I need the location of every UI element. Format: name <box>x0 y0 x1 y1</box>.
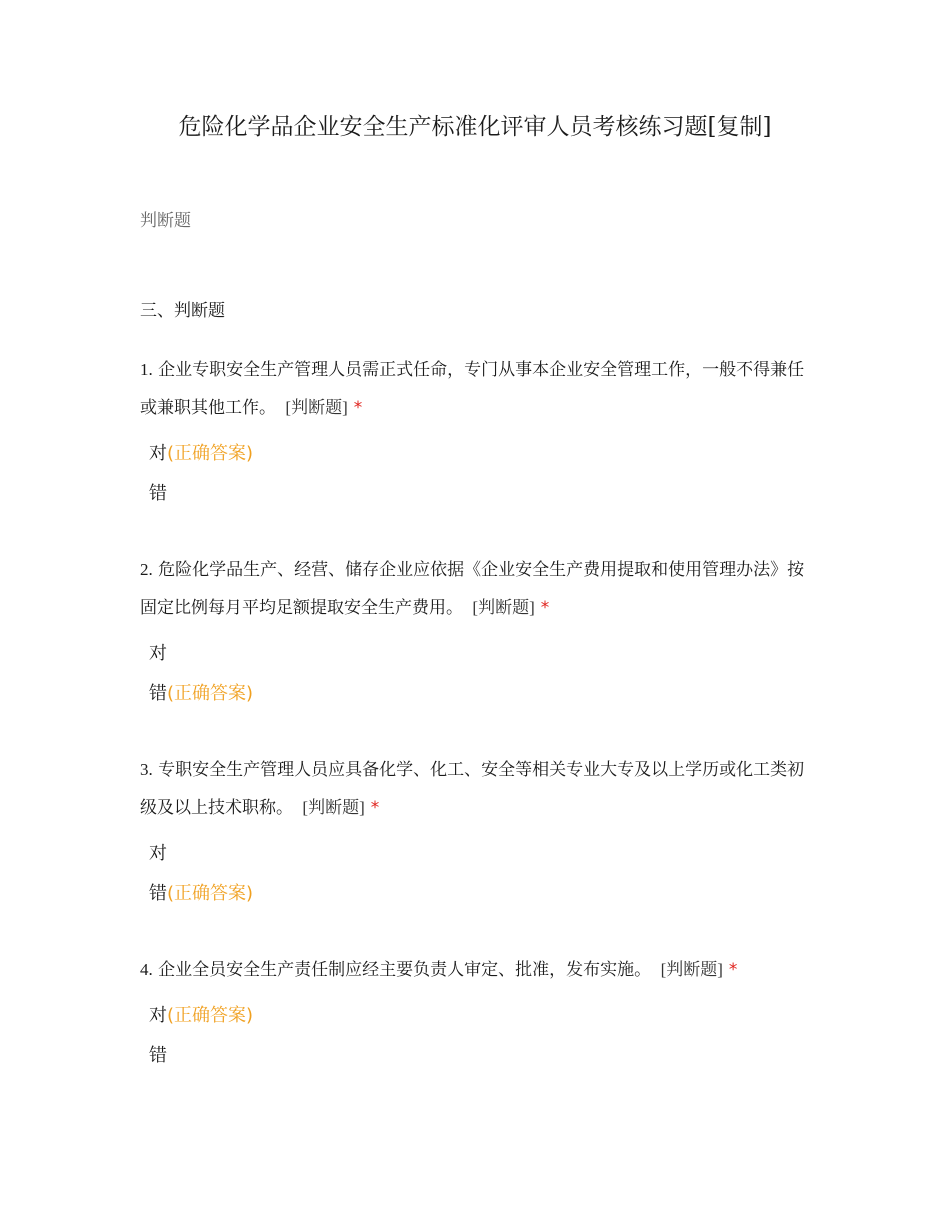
question-body: 企业全员安全生产责任制应经主要负责人审定、批准，发布实施。 <box>158 960 652 980</box>
section-description: 判断题 <box>140 211 191 231</box>
question-1 <box>140 351 820 514</box>
question-3 <box>140 751 820 914</box>
question-type-tag: [判断题] <box>285 398 348 417</box>
question-text <box>140 751 820 827</box>
correct-answer-tag: (正确答案) <box>167 883 254 904</box>
page-title: 危险化学品企业安全生产标准化评审人员考核练习题[复制] <box>178 114 772 140</box>
required-mark: * <box>728 960 738 980</box>
option-false[interactable] <box>140 674 820 714</box>
question-body: 企业专职安全生产管理人员需正式任命，专门从事本企业安全管理工作，一般不得兼任或兼职其他工作。 <box>140 360 805 418</box>
option-true[interactable] <box>140 834 820 874</box>
option-label: 对 <box>149 843 167 864</box>
option-true[interactable] <box>140 434 820 474</box>
correct-answer-tag: (正确答案) <box>167 1005 254 1026</box>
required-mark: * <box>540 598 550 618</box>
question-body: 危险化学品生产、经营、储存企业应依据《企业安全生产费用提取和使用管理办法》按固定比例每月平均足额提取安全生产费用。 <box>140 560 805 618</box>
option-label: 错 <box>149 483 167 504</box>
option-false[interactable] <box>140 874 820 914</box>
required-mark: * <box>370 798 380 818</box>
required-mark: * <box>353 398 363 418</box>
question-type-tag: [判断题] <box>472 598 535 617</box>
question-number: 1. <box>140 360 153 379</box>
question-4 <box>140 951 820 1076</box>
option-false[interactable] <box>140 1036 820 1076</box>
section-heading: 三、判断题 <box>140 301 225 321</box>
question-type-tag: [判断题] <box>660 960 723 979</box>
question-2 <box>140 551 820 714</box>
correct-answer-tag: (正确答案) <box>167 683 254 704</box>
option-label: 对 <box>149 443 167 464</box>
option-label: 错 <box>149 683 167 704</box>
question-type-tag: [判断题] <box>302 798 365 817</box>
question-text <box>140 351 820 427</box>
correct-answer-tag: (正确答案) <box>167 443 254 464</box>
question-number: 4. <box>140 960 153 979</box>
option-label: 错 <box>149 883 167 904</box>
option-true[interactable] <box>140 634 820 674</box>
option-true[interactable] <box>140 996 820 1036</box>
question-number: 2. <box>140 560 153 579</box>
question-body: 专职安全生产管理人员应具备化学、化工、安全等相关专业大专及以上学历或化工类初级及以上技术职称。 <box>140 760 805 818</box>
option-label: 对 <box>149 643 167 664</box>
option-false[interactable] <box>140 474 820 514</box>
option-label: 对 <box>149 1005 167 1026</box>
option-label: 错 <box>149 1045 167 1066</box>
question-text <box>140 951 820 989</box>
question-text <box>140 551 820 627</box>
question-number: 3. <box>140 760 153 779</box>
